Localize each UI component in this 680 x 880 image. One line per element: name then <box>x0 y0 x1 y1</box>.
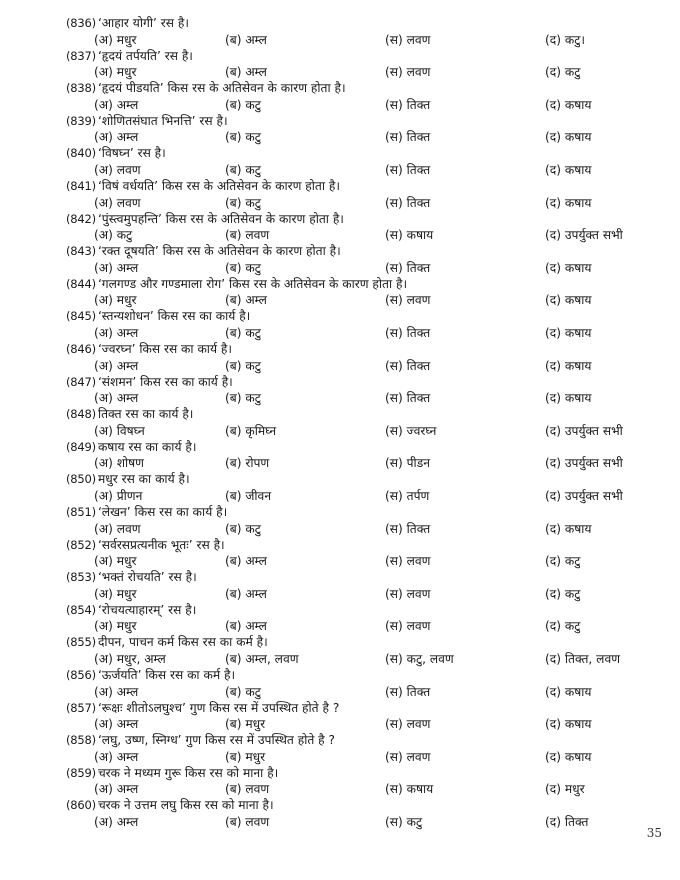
answer-option: (द) कटु <box>545 65 581 80</box>
answer-option: (द) उपर्युक्त सभी <box>545 488 623 503</box>
question-line <box>66 178 340 194</box>
answer-option: (स) तिक्त <box>385 325 431 340</box>
question-line <box>66 504 227 520</box>
answer-option: (द) कटु <box>545 554 581 569</box>
question-line <box>66 15 189 31</box>
answer-option: (द) कषाय <box>545 195 592 210</box>
answer-option: (स) ज्वरघ्न <box>385 423 437 438</box>
answer-option: (अ) अम्ल <box>94 684 139 699</box>
question-text: मधुर रस का कार्य है। <box>97 472 190 487</box>
question-text: ‘विषं वर्धयति’ किस रस के अतिसेवन के कारण होता है। <box>97 179 341 193</box>
question-item <box>0 797 680 830</box>
question-text: ‘पुंस्त्वमुपहन्ति’ किस रस के अतिसेवन के कारण होता है। <box>97 211 344 226</box>
question-item <box>0 276 680 309</box>
question-line <box>66 48 193 64</box>
answer-option: (ब) मधुर <box>225 717 266 732</box>
answer-option: (स) तिक्त <box>385 97 431 112</box>
question-line <box>66 243 341 259</box>
answer-option: (स) कटु <box>385 814 423 829</box>
question-text: ‘स्तन्यशोधन’ किस रस का कार्य है। <box>97 309 251 324</box>
answer-option: (ब) अम्ल <box>225 32 267 47</box>
question-number: (846) <box>66 342 96 356</box>
question-text: ‘आहार योगी’ रस है। <box>97 16 189 30</box>
answer-option: (अ) मधुर <box>94 32 137 47</box>
question-number: (848) <box>66 407 96 422</box>
answer-option: (ब) जीवन <box>225 488 272 503</box>
question-line <box>66 439 196 455</box>
question-number: (850) <box>66 472 96 487</box>
question-item <box>0 374 680 407</box>
answer-option: (स) तिक्त <box>385 684 431 699</box>
answer-option: (अ) मधुर <box>94 619 137 634</box>
question-number: (853) <box>66 570 96 585</box>
answer-option: (स) कषाय <box>385 782 434 797</box>
answer-option: (अ) अम्ल <box>94 782 139 797</box>
question-text: ‘ज्वरघ्न’ किस रस का कार्य है। <box>97 342 233 356</box>
question-text: ‘रक्त दूषयति’ किस रस के अतिसेवन के कारण होता है। <box>97 244 341 259</box>
question-text: ‘शोणितसंघात भिनत्ति’ रस है। <box>97 113 228 128</box>
answer-option: (ब) कटु <box>225 391 261 406</box>
question-item <box>0 602 680 635</box>
answer-option: (अ) प्रीणन <box>94 488 143 503</box>
question-line <box>66 471 190 487</box>
answer-option: (स) लवण <box>385 717 431 732</box>
question-item <box>0 113 680 146</box>
question-line <box>66 797 274 813</box>
answer-option: (द) तिक्त <box>545 814 589 829</box>
question-number: (839) <box>66 113 96 128</box>
answer-option: (स) लवण <box>385 586 431 601</box>
answer-option: (ब) अम्ल <box>225 554 267 569</box>
question-text: तिक्त रस का कार्य है। <box>97 407 194 422</box>
question-line <box>66 145 166 161</box>
answer-option: (द) कटु <box>545 586 581 601</box>
question-item <box>0 504 680 537</box>
answer-option: (स) लवण <box>385 293 431 308</box>
answer-option: (अ) शोषण <box>94 456 144 471</box>
question-item <box>0 732 680 765</box>
answer-option: (ब) लवण <box>225 782 270 797</box>
question-line <box>66 406 193 422</box>
answer-option: (अ) विषघ्न <box>94 423 145 438</box>
question-number: (843) <box>66 244 96 259</box>
answer-option: (अ) अम्ल <box>94 391 139 406</box>
answer-option: (द) उपर्युक्त सभी <box>545 456 623 471</box>
answer-option: (स) तिक्त <box>385 391 431 406</box>
question-number: (851) <box>66 505 96 519</box>
answer-option: (द) कषाय <box>545 293 592 308</box>
answer-option: (द) कषाय <box>545 130 592 145</box>
question-item <box>0 178 680 211</box>
answer-option: (अ) मधुर <box>94 554 137 569</box>
question-item <box>0 145 680 178</box>
question-line <box>66 602 196 618</box>
answer-option: (द) कषाय <box>545 260 592 275</box>
question-number: (856) <box>66 668 96 682</box>
answer-option: (ब) कृमिघ्न <box>225 423 277 438</box>
question-number: (858) <box>66 733 96 748</box>
answer-option: (स) तिक्त <box>385 260 431 275</box>
answer-option: (अ) अम्ल <box>94 97 139 112</box>
question-text: ‘हृदयं पीडयति’ किस रस के अतिसेवन के कारण होता है। <box>97 81 346 96</box>
question-line <box>66 276 407 292</box>
answer-option: (द) कषाय <box>545 749 592 764</box>
answer-option: (स) लवण <box>385 65 431 80</box>
answer-option: (स) तिक्त <box>385 358 431 373</box>
question-number: (844) <box>66 276 96 291</box>
question-number: (841) <box>66 179 96 193</box>
answer-option: (स) लवण <box>385 619 431 634</box>
answer-option: (ब) कटु <box>225 260 261 275</box>
question-item <box>0 439 680 472</box>
answer-option: (ब) अम्ल <box>225 586 267 601</box>
answer-option: (ब) रोपण <box>225 456 270 471</box>
answer-option: (अ) मधुर <box>94 586 137 601</box>
answer-option: (द) कषाय <box>545 684 592 699</box>
answer-option: (स) लवण <box>385 554 431 569</box>
answer-option: (अ) मधुर, अम्ल <box>94 651 166 666</box>
question-text: ‘रोचयत्याहारम्’ रस है। <box>97 602 197 617</box>
answer-option: (द) कषाय <box>545 162 592 177</box>
question-item <box>0 15 680 48</box>
question-line <box>66 765 278 781</box>
question-number: (849) <box>66 439 96 454</box>
answer-option: (स) तिक्त <box>385 162 431 177</box>
answer-option: (अ) लवण <box>94 195 141 210</box>
question-item <box>0 243 680 276</box>
question-item <box>0 341 680 374</box>
answer-option: (ब) अम्ल <box>225 65 267 80</box>
question-item <box>0 569 680 602</box>
answer-option: (ब) कटु <box>225 130 261 145</box>
answer-option: (स) कषाय <box>385 228 434 243</box>
answer-option: (अ) अम्ल <box>94 358 139 373</box>
question-text: ‘गलगण्ड और गण्डमाला रोग’ किस रस के अतिसेवन के कारण होता है। <box>97 276 408 291</box>
answer-option: (द) तिक्त, लवण <box>545 651 621 666</box>
question-number: (840) <box>66 146 96 161</box>
question-item <box>0 80 680 113</box>
answer-option: (द) कषाय <box>545 97 592 112</box>
answer-option: (ब) कटु <box>225 358 261 373</box>
answer-option: (अ) अम्ल <box>94 814 139 829</box>
answer-option: (ब) कटु <box>225 162 261 177</box>
question-line <box>66 537 225 553</box>
question-text: ‘सर्वरसप्रत्यनीक भूतः’ रस है। <box>97 537 225 552</box>
answer-option: (द) कषाय <box>545 391 592 406</box>
answer-option: (अ) अम्ल <box>94 260 139 275</box>
question-item <box>0 634 680 667</box>
question-text: ‘लेखन’ किस रस का कार्य है। <box>97 505 228 519</box>
question-number: (838) <box>66 81 96 96</box>
question-number: (854) <box>66 602 96 617</box>
answer-option: (द) उपर्युक्त सभी <box>545 423 623 438</box>
question-text: कषाय रस का कार्य है। <box>97 439 197 454</box>
question-line <box>66 569 197 585</box>
answer-option: (ब) लवण <box>225 814 270 829</box>
answer-option: (अ) अम्ल <box>94 749 139 764</box>
answer-option: (द) कषाय <box>545 325 592 340</box>
answer-option: (द) कषाय <box>545 521 592 536</box>
question-item <box>0 700 680 733</box>
answer-option: (स) लवण <box>385 749 431 764</box>
answer-option: (द) उपर्युक्त सभी <box>545 228 623 243</box>
question-item <box>0 211 680 244</box>
answer-option: (ब) कटु <box>225 195 261 210</box>
question-number: (845) <box>66 309 96 324</box>
answer-option: (ब) कटु <box>225 521 261 536</box>
answer-option: (अ) कटु <box>94 228 133 243</box>
answer-option: (ब) मधुर <box>225 749 266 764</box>
question-item <box>0 48 680 81</box>
question-line <box>66 80 346 96</box>
answer-option: (द) मधुर <box>545 782 585 797</box>
question-number: (859) <box>66 765 96 780</box>
answer-option: (स) तर्पण <box>385 488 430 503</box>
question-text: ‘हृदयं तर्पयति’ रस है। <box>97 48 193 63</box>
question-line <box>66 634 268 650</box>
question-number: (847) <box>66 374 96 389</box>
answer-option: (द) कटु। <box>545 32 585 47</box>
answer-option: (अ) मधुर <box>94 293 137 308</box>
question-text: चरक ने उत्तम लघु किस रस को माना है। <box>97 798 274 813</box>
question-line <box>66 211 344 227</box>
answer-option: (द) कटु <box>545 619 581 634</box>
question-line <box>66 113 228 129</box>
question-text: दीपन, पाचन कर्म किस रस का कर्म है। <box>97 635 268 650</box>
answer-option: (द) कषाय <box>545 717 592 732</box>
answer-option: (ब) कटु <box>225 684 261 699</box>
question-text: ‘संशमन’ किस रस का कार्य है। <box>97 374 233 389</box>
question-text: ‘रूक्षः शीतोऽलघुश्च’ गुण किस रस में उपस्थित होते है ? <box>97 700 340 715</box>
answer-option: (अ) अम्ल <box>94 130 139 145</box>
answer-option: (अ) लवण <box>94 521 141 536</box>
question-text: ‘भक्तं रोचयति’ रस है। <box>97 570 197 585</box>
question-line <box>66 308 250 324</box>
question-item <box>0 308 680 341</box>
question-line <box>66 700 339 716</box>
answer-option: (स) पीडन <box>385 456 430 471</box>
question-text: ‘ऊर्जयति’ किस रस का कर्म है। <box>97 668 236 682</box>
question-item <box>0 765 680 798</box>
question-item <box>0 537 680 570</box>
answer-option: (ब) कटु <box>225 97 261 112</box>
answer-option: (ब) लवण <box>225 228 270 243</box>
question-line <box>66 667 235 683</box>
answer-option: (स) तिक्त <box>385 195 431 210</box>
question-item <box>0 667 680 700</box>
question-item <box>0 471 680 504</box>
question-text: चरक ने मध्यम गुरू किस रस को माना है। <box>97 765 279 780</box>
question-text: ‘विषघ्न’ रस है। <box>97 146 166 161</box>
question-number: (860) <box>66 798 96 813</box>
question-number: (855) <box>66 635 96 650</box>
answer-option: (द) कषाय <box>545 358 592 373</box>
answer-option: (स) कटु, लवण <box>385 651 454 666</box>
answer-option: (अ) अम्ल <box>94 325 139 340</box>
answer-option: (ब) अम्ल <box>225 619 267 634</box>
page-number: 35 <box>646 826 662 840</box>
answer-option: (अ) अम्ल <box>94 717 139 732</box>
answer-option: (ब) अम्ल <box>225 293 267 308</box>
answer-option: (ब) अम्ल, लवण <box>225 651 299 666</box>
answer-option: (स) तिक्त <box>385 130 431 145</box>
question-number: (852) <box>66 537 96 552</box>
answer-option: (अ) मधुर <box>94 65 137 80</box>
question-line <box>66 341 232 357</box>
question-text: ‘लघु, उष्ण, स्निग्ध’ गुण किस रस में उपस्थित होते है ? <box>97 733 335 748</box>
answer-option: (अ) लवण <box>94 162 141 177</box>
answer-option: (स) लवण <box>385 32 431 47</box>
question-number: (842) <box>66 211 96 226</box>
answer-option: (ब) कटु <box>225 325 261 340</box>
question-line <box>66 374 233 390</box>
question-line <box>66 732 335 748</box>
question-number: (837) <box>66 48 96 63</box>
answer-option: (स) तिक्त <box>385 521 431 536</box>
question-item <box>0 406 680 439</box>
question-number: (857) <box>66 700 96 715</box>
question-number: (836) <box>66 16 96 30</box>
